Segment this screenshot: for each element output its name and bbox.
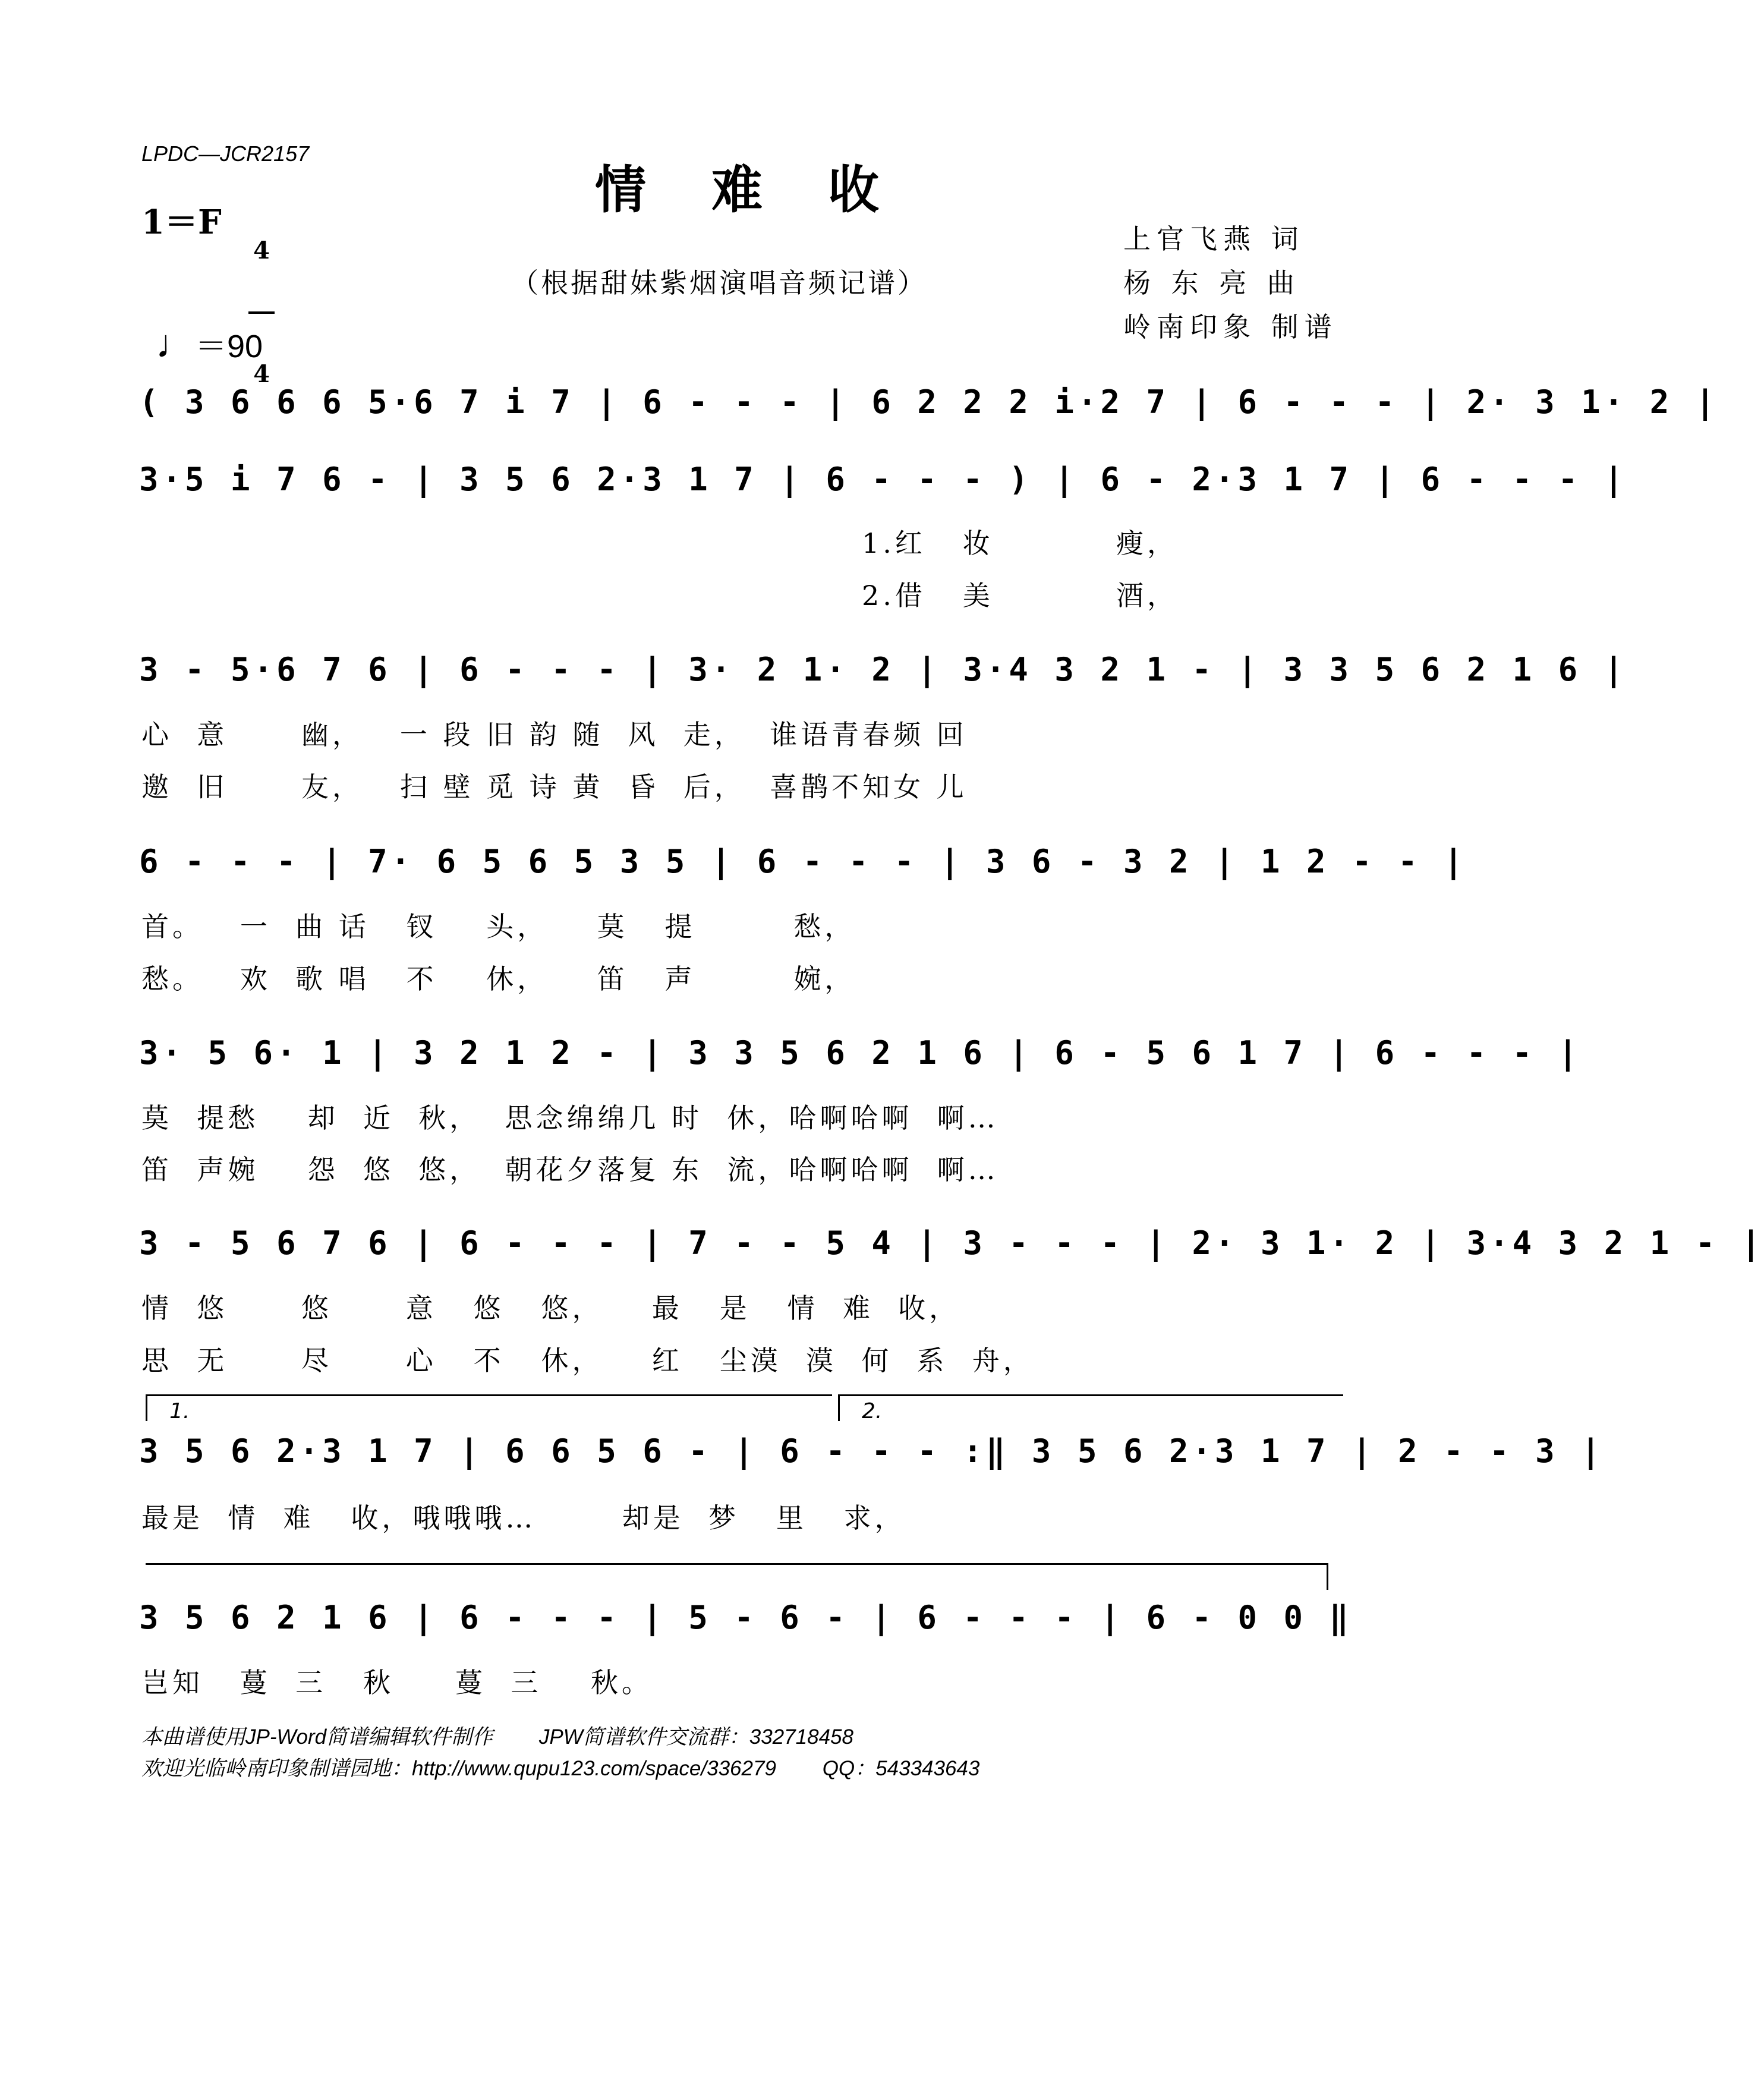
coda-bracket — [146, 1563, 1328, 1565]
subtitle: （根据甜妹紫烟演唱音频记谱） — [511, 267, 927, 299]
arranger-credit: 岭南印象 制谱 — [1123, 311, 1338, 343]
score-line-5: 3· 5 6· 1 | 3 2 1 2 - | 3 3 5 6 2 1 6 | 6 - 5 6 1 7 | 6 - - - | — [139, 1034, 1582, 1072]
score-code: LPDC—JCR2157 — [141, 141, 310, 166]
lyric-line-4b: 愁。 欢 歌 唱 不 休， 笛 声 婉， — [141, 963, 856, 995]
volta-bracket-1 — [146, 1394, 832, 1396]
volta-bracket-2-edge — [838, 1394, 840, 1421]
lyric-line-2a: 1.红 妆 瘦， — [862, 527, 1178, 559]
coda-bracket-edge — [1327, 1563, 1328, 1590]
time-sig-bottom: 4 — [253, 360, 270, 388]
tempo-value: ＝90 — [195, 329, 263, 364]
lyricist-credit: 上官飞燕 词 — [1123, 223, 1305, 255]
score-line-2: 3·5 i 7 6 - | 3 5 6 2·3 1 7 | 6 - - - ) | 6 - 2·3 1 7 | 6 - - - | — [139, 461, 1627, 498]
score-line-7: 3 5 6 2·3 1 7 | 6 6 5 6 - | 6 - - - :‖ 3 5 6 2·3 1 7 | 2 - - 3 | — [139, 1432, 1604, 1470]
composer-credit: 杨 东 亮 曲 — [1123, 267, 1300, 299]
time-sig-top: 4 — [253, 237, 270, 264]
lyric-line-5b: 笛 声婉 怨 悠 悠， 朝花夕落复 东 流，哈啊哈啊 啊… — [141, 1154, 999, 1186]
quarter-note-icon: ♩ — [156, 322, 196, 366]
score-line-3: 3 - 5·6 7 6 | 6 - - - | 3· 2 1· 2 | 3·4 3 2 1 - | 3 3 5 6 2 1 6 | — [139, 651, 1627, 688]
lyric-line-8a: 岂知 蔓 三 秋 蔓 三 秋。 — [141, 1667, 653, 1699]
key-signature: 1＝F — [141, 203, 222, 242]
tempo-marking — [138, 284, 263, 367]
volta-bracket-2 — [838, 1394, 1343, 1396]
score-line-8: 3 5 6 2 1 6 | 6 - - - | 5 - 6 - | 6 - - - | 6 - 0 0 ‖ — [139, 1599, 1353, 1636]
volta-1-label: 1. — [169, 1399, 190, 1423]
page-title: 情难收 — [595, 160, 944, 220]
lyric-line-4a: 首。 一 曲 话 钗 头， 莫 提 愁， — [141, 911, 856, 943]
lyric-line-6b: 思 无 尽 心 不 休， 红 尘漠 漠 何 系 舟， — [141, 1344, 1034, 1377]
lyric-line-3a: 心 意 幽， 一 段 旧 韵 随 风 走， 谁语青春频 回 — [141, 719, 968, 751]
lyric-line-7a: 最是 情 难 收，哦哦哦… 却是 梦 里 求， — [141, 1502, 906, 1534]
footer-line-1: 本曲谱使用JP-Word简谱编辑软件制作 JPW简谱软件交流群：332718458 — [141, 1725, 853, 1749]
volta-bracket-1-edge — [146, 1394, 147, 1421]
score-line-6: 3 - 5 6 7 6 | 6 - - - | 7 - - 5 4 | 3 - - - | 2· 3 1· 2 | 3·4 3 2 1 - | — [139, 1224, 1764, 1262]
lyric-line-5a: 莫 提愁 却 近 秋， 思念绵绵几 时 休，哈啊哈啊 啊… — [141, 1102, 999, 1134]
volta-2-label: 2. — [862, 1399, 883, 1423]
lyric-line-6a: 情 悠 悠 意 悠 悠， 最 是 情 难 收， — [141, 1292, 960, 1324]
footer-line-2: 欢迎光临岭南印象制谱园地：http://www.qupu123.com/space/336279 QQ：543343643 — [141, 1757, 980, 1780]
lyric-line-2b: 2.借 美 酒， — [862, 579, 1178, 612]
score-line-4: 6 - - - | 7· 6 5 6 5 3 5 | 6 - - - | 3 6 - 3 2 | 1 2 - - | — [139, 843, 1467, 880]
score-line-1: ( 3 6 6 6 5·6 7 i 7 | 6 - - - | 6 2 2 2 i·2 7 | 6 - - - | 2· 3 1· 2 | — [139, 383, 1719, 421]
lyric-line-3b: 邀 旧 友， 扫 壁 觅 诗 黄 昏 后， 喜鹊不知女 儿 — [141, 771, 968, 803]
